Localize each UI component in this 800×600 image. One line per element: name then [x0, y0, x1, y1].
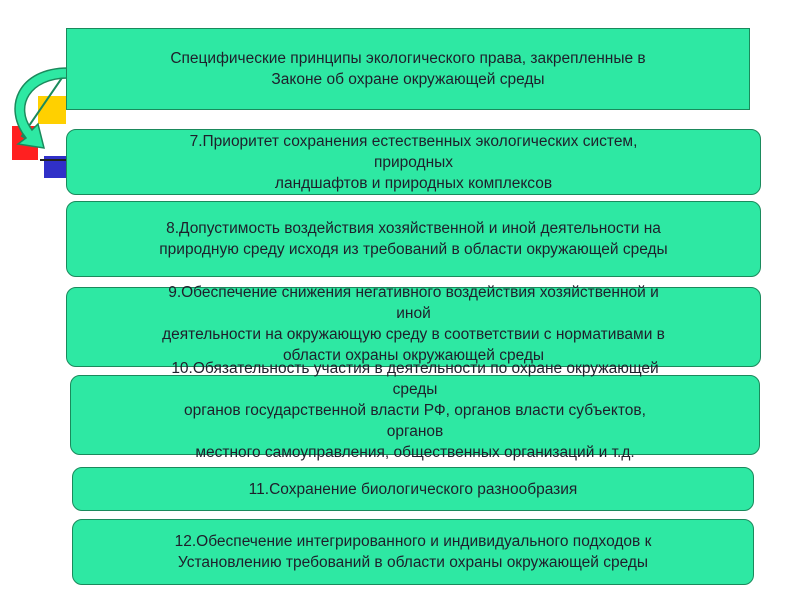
- principle-8-line-1: 8.Допустимость воздействия хозяйственной и иной деятельности на: [166, 220, 661, 237]
- title-line-2: Законе об охране окружающей среды: [271, 71, 545, 88]
- principle-8-line-2: природную среду исходя из требований в области окружающей среды: [159, 241, 668, 258]
- principle-11-box: [72, 467, 754, 511]
- principle-7-box: [66, 129, 761, 195]
- principle-9-line-2: иной: [396, 305, 431, 322]
- principle-12-line-2: Установлению требований в области охраны окружающей среды: [177, 554, 649, 571]
- principle-7-line-3: ландшафтов и природных комплексов: [274, 174, 553, 192]
- title-line-1: Специфические принципы экологического права, закрепленные в: [170, 50, 646, 67]
- principle-9-text: [162, 282, 665, 366]
- principle-9-box: [66, 284, 761, 367]
- principle-10-line-5: местного самоуправления, общественных организаций и т.д.: [195, 444, 635, 461]
- principle-7-line-1: 7.Приоритет сохранения естественных экологических систем,: [189, 132, 638, 150]
- principle-12-box: [72, 519, 754, 585]
- principle-9-line-3: деятельности на окружающую среду в соответствии с нормативами в: [162, 326, 665, 343]
- title-box: [66, 28, 750, 110]
- principle-10-text: [171, 358, 658, 463]
- principle-7-line-2: природных: [373, 153, 454, 171]
- yellow-square: [38, 96, 66, 124]
- principle-10-line-2: среды: [392, 381, 438, 398]
- principle-12-line-1: 12.Обеспечение интегрированного и индивидуального подходов к: [174, 533, 652, 550]
- principle-10-line-3: органов государственной власти РФ, органов власти субъектов,: [184, 402, 646, 419]
- principle-10-box: [70, 360, 760, 461]
- principle-10-line-1: 10.Обязательность участия в деятельности по охране окружающей: [171, 360, 659, 377]
- principle-10-line-4: органов: [386, 423, 444, 440]
- principle-9-line-4: области охраны окружающей среды: [282, 347, 545, 364]
- principle-11-line-1: 11.Сохранение биологического разнообразия: [248, 480, 578, 498]
- principle-9-line-1: 9.Обеспечение снижения негативного воздействия хозяйственной и: [168, 284, 659, 301]
- principle-8-box: [66, 201, 761, 277]
